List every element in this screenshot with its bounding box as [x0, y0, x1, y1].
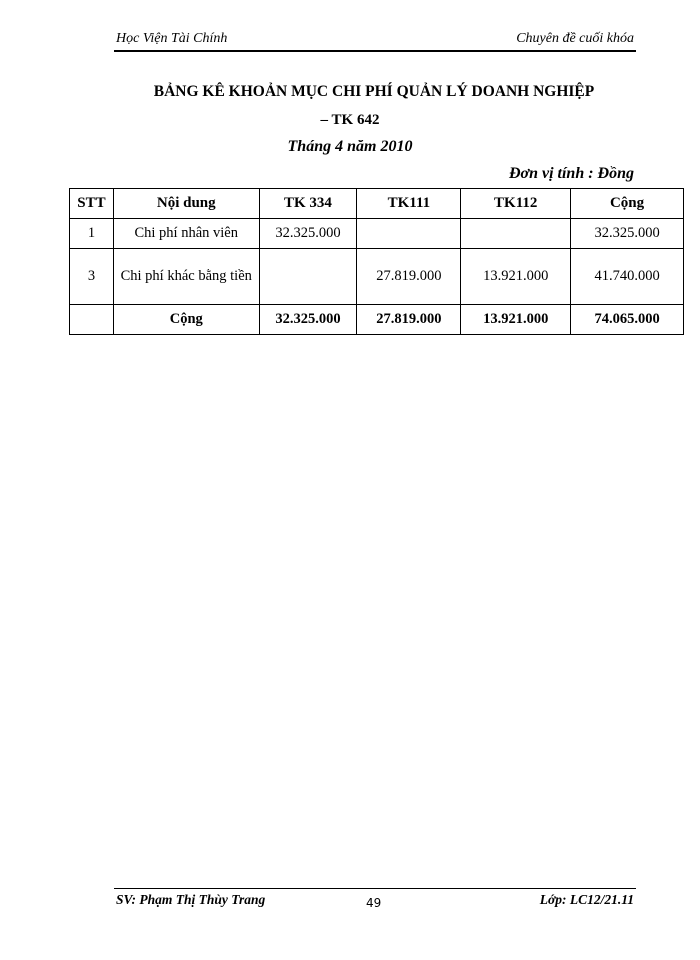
cell-content: Cộng: [113, 305, 259, 335]
footer-rule: [114, 888, 636, 889]
cell-stt: 1: [70, 219, 114, 249]
col-header-total: Cộng: [571, 189, 684, 219]
table-row: [70, 219, 684, 249]
cell-tk112: 13.921.000: [461, 249, 571, 305]
table-row: [70, 249, 684, 305]
report-subtitle: – TK 642: [320, 112, 380, 128]
page-number: 49: [366, 896, 382, 910]
cell-tk112: [461, 219, 571, 249]
col-header-tk111: TK111: [357, 189, 461, 219]
cell-tk112: 13.921.000: [461, 305, 571, 335]
cell-tk111: 27.819.000: [357, 249, 461, 305]
col-header-tk112: TK112: [461, 189, 571, 219]
report-period: Tháng 4 năm 2010: [287, 138, 413, 155]
header-institution: Học Viện Tài Chính: [116, 31, 228, 46]
cell-content: Chi phí nhân viên: [113, 219, 259, 249]
table-header-row: [70, 189, 684, 219]
footer-class: Lớp: LC12/21.11: [539, 892, 634, 907]
cell-content: Chi phí khác bằng tiền: [113, 249, 259, 305]
cell-stt: 3: [70, 249, 114, 305]
col-header-stt: STT: [70, 189, 114, 219]
col-header-tk334: TK 334: [259, 189, 357, 219]
cell-tk334: 32.325.000: [259, 305, 357, 335]
unit-label: Đơn vị tính : Đồng: [508, 165, 634, 182]
expense-table: [69, 188, 684, 335]
cell-total: 74.065.000: [571, 305, 684, 335]
cell-stt: [70, 305, 114, 335]
cell-total: 32.325.000: [571, 219, 684, 249]
table-total-row: [70, 305, 684, 335]
cell-total: 41.740.000: [571, 249, 684, 305]
footer-student: SV: Phạm Thị Thùy Trang: [116, 892, 266, 907]
cell-tk111: [357, 219, 461, 249]
report-title: BẢNG KÊ KHOẢN MỤC CHI PHÍ QUẢN LÝ DOANH NGHIỆP: [153, 83, 595, 100]
col-header-content: Nội dung: [113, 189, 259, 219]
header-topic: Chuyên đề cuối khóa: [516, 31, 634, 46]
cell-tk111: 27.819.000: [357, 305, 461, 335]
cell-tk334: 32.325.000: [259, 219, 357, 249]
header-rule: [114, 50, 636, 52]
cell-tk334: [259, 249, 357, 305]
